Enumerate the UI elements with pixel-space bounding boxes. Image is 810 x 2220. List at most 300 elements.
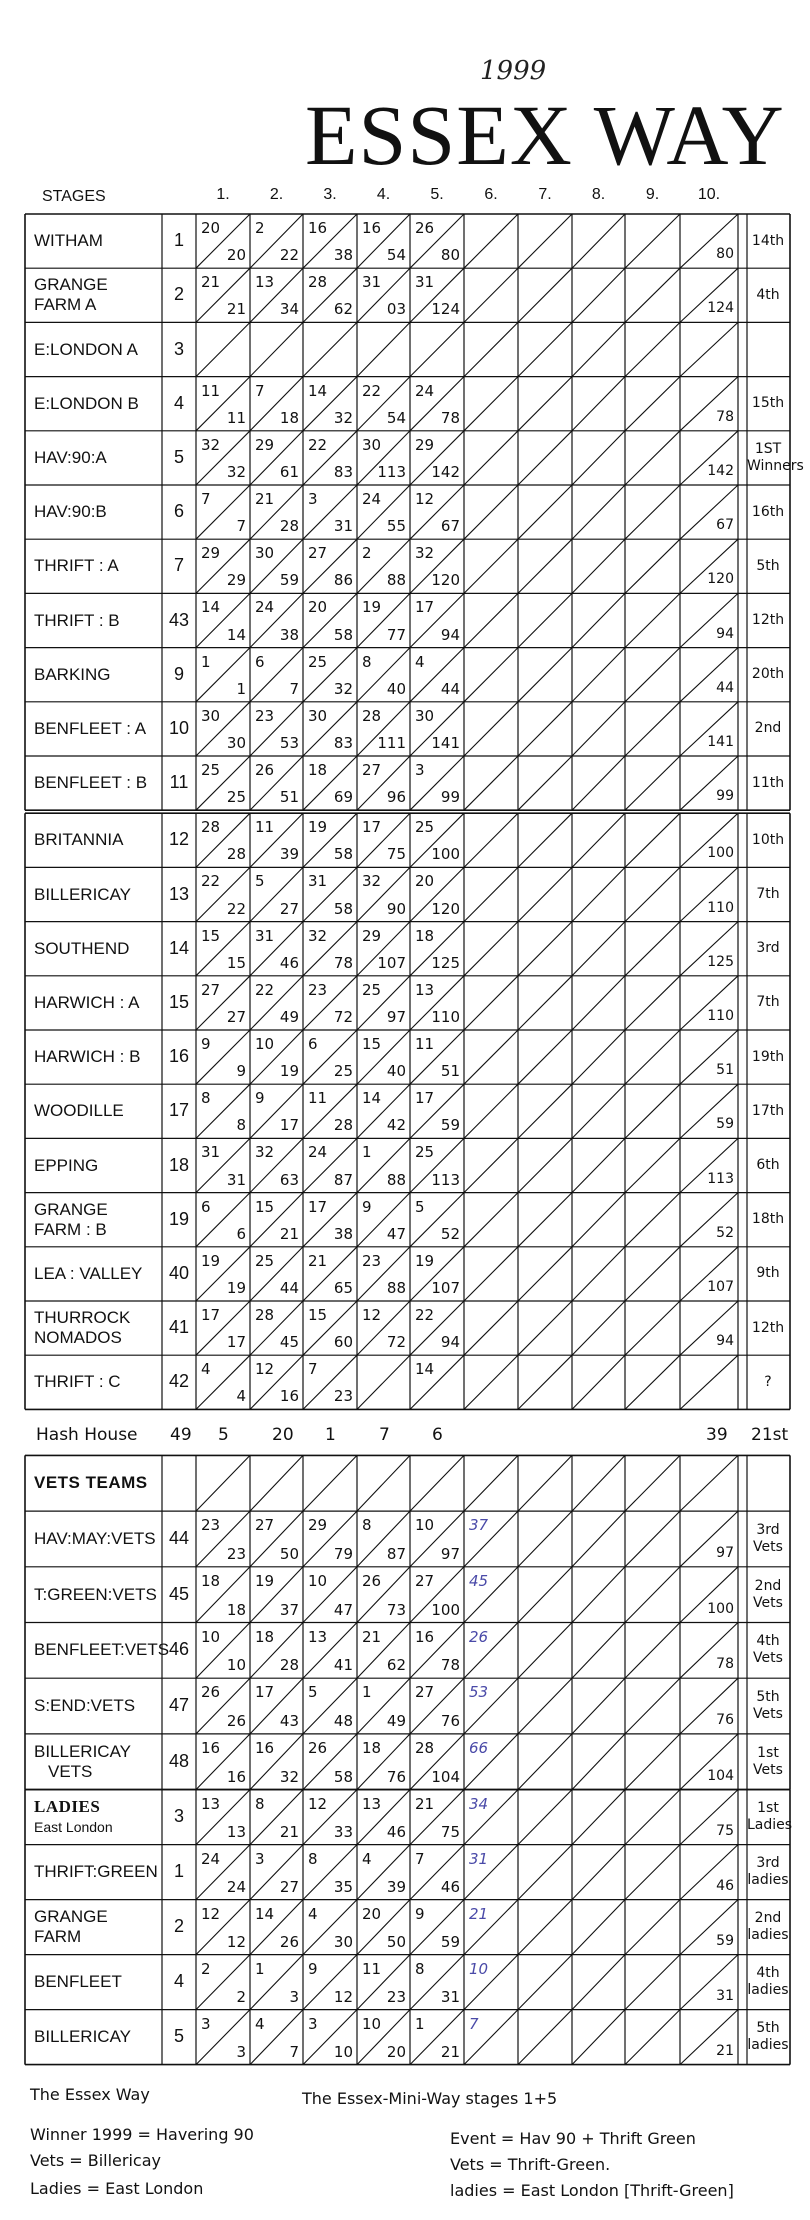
cumulative-score: 107 bbox=[377, 953, 406, 972]
cumulative-score: 18 bbox=[279, 408, 299, 427]
cumulative-score: 20 bbox=[226, 246, 246, 265]
cell-diagonal bbox=[625, 1955, 680, 2010]
cumulative-score: 31 bbox=[226, 1170, 246, 1189]
cell-diagonal bbox=[572, 1511, 625, 1567]
cell-diagonal bbox=[518, 1845, 572, 1900]
stage-score: 24 bbox=[255, 598, 275, 617]
stage-score: 26 bbox=[201, 1683, 221, 1702]
stage-score: 3 bbox=[308, 2014, 318, 2033]
cell-diagonal bbox=[464, 1193, 518, 1247]
finish-position: 4th bbox=[756, 1965, 780, 1982]
stage-score: 28 bbox=[362, 706, 382, 725]
final-total: 67 bbox=[716, 517, 734, 534]
cell-diagonal bbox=[625, 377, 680, 431]
cumulative-score: 03 bbox=[386, 300, 406, 319]
stage-score: 8 bbox=[308, 1849, 318, 1868]
team-name: S:END:VETS bbox=[34, 1696, 136, 1716]
stage-score: 8 bbox=[201, 1089, 211, 1108]
team-number: 1 bbox=[173, 1861, 184, 1882]
cell-diagonal bbox=[625, 322, 680, 376]
team-name: LEA : VALLEY bbox=[34, 1263, 143, 1283]
stage-score: 19 bbox=[308, 818, 328, 837]
team-number: 47 bbox=[168, 1695, 190, 1716]
cumulative-score: 32 bbox=[279, 1767, 299, 1786]
team-number: 11 bbox=[169, 772, 189, 793]
stage-score: 27 bbox=[415, 1683, 435, 1702]
final-total: 31 bbox=[716, 1987, 734, 2004]
cell-diagonal bbox=[518, 1678, 572, 1734]
cumulative-score: 27 bbox=[279, 899, 299, 918]
stage-score: 1 bbox=[362, 1683, 372, 1702]
cumulative-score: 44 bbox=[440, 679, 460, 698]
cumulative-score: 78 bbox=[440, 408, 460, 427]
cumulative-score: 94 bbox=[440, 1333, 460, 1352]
cumulative-score: 28 bbox=[226, 845, 246, 864]
cumulative-score: 23 bbox=[333, 1387, 353, 1406]
final-total: 124 bbox=[707, 300, 734, 317]
cell-diagonal bbox=[572, 1845, 625, 1900]
cumulative-score: 100 bbox=[431, 1600, 460, 1619]
team-number: 2 bbox=[173, 284, 184, 305]
cumulative-score: 21 bbox=[279, 1822, 299, 1841]
cell-diagonal bbox=[625, 756, 680, 810]
cell-diagonal bbox=[518, 485, 572, 539]
finish-position: 4th bbox=[756, 1633, 780, 1650]
stage-score: 10 bbox=[415, 1516, 435, 1535]
cell-diagonal bbox=[518, 1511, 572, 1567]
final-total: 46 bbox=[716, 1877, 734, 1894]
stage-number: 4. bbox=[376, 186, 391, 203]
stage-score: 8 bbox=[255, 1794, 265, 1813]
stage-score: 2 bbox=[362, 544, 372, 563]
cumulative-score: 73 bbox=[386, 1600, 406, 1619]
cumulative-score: 1 bbox=[236, 679, 246, 698]
cumulative-score: 111 bbox=[377, 734, 406, 752]
team-name: GRANGE bbox=[34, 275, 108, 295]
cell-diagonal bbox=[357, 1355, 410, 1409]
team-number: 13 bbox=[168, 883, 190, 904]
cumulative-score: 35 bbox=[333, 1877, 353, 1896]
cumulative-score: 34 bbox=[279, 300, 299, 319]
team-name: BARKING bbox=[34, 664, 111, 684]
cell-diagonal bbox=[572, 268, 625, 322]
team-name: T:GREEN:VETS bbox=[34, 1584, 157, 1604]
cumulative-score: 28 bbox=[279, 1656, 299, 1675]
cell-diagonal bbox=[625, 1247, 680, 1301]
stage-score: 32 bbox=[308, 926, 328, 945]
cumulative-score: 60 bbox=[333, 1333, 353, 1352]
stage-score: 28 bbox=[308, 273, 328, 292]
cumulative-score: 41 bbox=[333, 1656, 353, 1675]
stage-6-score: 31 bbox=[469, 1849, 489, 1868]
stage-score: 27 bbox=[255, 1516, 275, 1535]
cell-diagonal bbox=[572, 1955, 625, 2010]
final-total: 78 bbox=[716, 1656, 734, 1673]
hash-house-stage: 5 bbox=[218, 1425, 229, 1446]
stage-score: 6 bbox=[255, 652, 265, 671]
stage-score: 25 bbox=[255, 1251, 275, 1270]
team-name: SOUTHEND bbox=[34, 938, 130, 958]
stage-score: 23 bbox=[308, 980, 328, 999]
cumulative-score: 72 bbox=[333, 1008, 353, 1026]
stage-score: 18 bbox=[415, 926, 435, 945]
team-number: 3 bbox=[173, 1806, 184, 1827]
cumulative-score: 25 bbox=[226, 788, 246, 807]
cumulative-score: 20 bbox=[386, 2042, 406, 2061]
stage-score: 28 bbox=[255, 1306, 275, 1324]
stage-number: 1. bbox=[216, 186, 230, 203]
stage-score: 20 bbox=[201, 219, 221, 237]
stage-score: 19 bbox=[201, 1251, 221, 1270]
cell-diagonal bbox=[464, 1030, 518, 1084]
cell-diagonal bbox=[625, 1845, 680, 1900]
final-total: 107 bbox=[707, 1279, 734, 1295]
cumulative-score: 27 bbox=[279, 1877, 299, 1896]
cumulative-score: 59 bbox=[279, 571, 299, 590]
cell-diagonal bbox=[464, 1084, 518, 1138]
cumulative-score: 65 bbox=[333, 1279, 353, 1297]
cell-diagonal bbox=[464, 813, 518, 867]
stage-6-score: 7 bbox=[469, 2014, 479, 2033]
cell-diagonal bbox=[464, 922, 518, 976]
cumulative-score: 58 bbox=[333, 625, 353, 644]
cumulative-score: 48 bbox=[333, 1711, 353, 1730]
stage-number: 8. bbox=[591, 186, 606, 203]
cumulative-score: 12 bbox=[226, 1932, 246, 1951]
stage-score: 12 bbox=[201, 1904, 221, 1923]
finish-position: 3rd bbox=[756, 1855, 780, 1872]
cumulative-score: 46 bbox=[386, 1822, 406, 1841]
cumulative-score: 38 bbox=[333, 246, 353, 265]
cell-diagonal bbox=[572, 922, 625, 976]
cell-diagonal bbox=[625, 268, 680, 322]
stage-number: 2. bbox=[269, 186, 284, 203]
cumulative-score: 49 bbox=[386, 1711, 406, 1730]
stage-score: 30 bbox=[308, 706, 328, 725]
finish-position: 6th bbox=[756, 1157, 780, 1173]
cell-diagonal bbox=[464, 539, 518, 593]
team-name: FARM A bbox=[34, 295, 97, 315]
cumulative-score: 45 bbox=[279, 1333, 299, 1352]
cumulative-score: 31 bbox=[440, 1987, 460, 2006]
stage-score: 13 bbox=[255, 273, 275, 292]
cumulative-score: 38 bbox=[333, 1224, 353, 1243]
stage-score: 5 bbox=[255, 872, 265, 891]
stage-score: 1 bbox=[201, 652, 211, 671]
stage-number: 10. bbox=[697, 186, 721, 203]
team-name: BILLERICAY bbox=[34, 1741, 132, 1761]
final-total: 80 bbox=[716, 246, 734, 263]
cumulative-score: 54 bbox=[386, 408, 406, 427]
team-number: 46 bbox=[168, 1639, 190, 1660]
hash-house-stage: 7 bbox=[379, 1425, 390, 1446]
cell-diagonal bbox=[518, 593, 572, 647]
cell-diagonal bbox=[572, 377, 625, 431]
cell-diagonal bbox=[625, 867, 680, 921]
finish-position: Vets bbox=[753, 1761, 783, 1778]
stage-score: 29 bbox=[362, 926, 382, 945]
cell-diagonal bbox=[572, 756, 625, 810]
stage-6-score: 66 bbox=[469, 1738, 489, 1757]
stage-score: 1 bbox=[362, 1143, 372, 1162]
stage-score: 18 bbox=[362, 1738, 382, 1757]
cumulative-score: 55 bbox=[386, 517, 406, 536]
stage-score: 8 bbox=[362, 652, 372, 671]
final-total: 78 bbox=[716, 408, 734, 425]
cell-diagonal bbox=[518, 1030, 572, 1084]
finish-position: 18th bbox=[751, 1211, 785, 1228]
cumulative-score: 59 bbox=[440, 1932, 460, 1951]
stage-score: 31 bbox=[255, 926, 275, 945]
cell-diagonal bbox=[357, 1455, 410, 1511]
stage-score: 12 bbox=[255, 1360, 275, 1379]
cumulative-score: 97 bbox=[386, 1008, 406, 1026]
cell-diagonal bbox=[572, 1567, 625, 1623]
cell-diagonal bbox=[625, 1623, 680, 1679]
stage-score: 10 bbox=[255, 1035, 275, 1053]
stage-score: 9 bbox=[255, 1089, 265, 1108]
stage-score: 18 bbox=[255, 1627, 275, 1646]
finish-position: 14th bbox=[751, 232, 785, 249]
cell-diagonal bbox=[625, 1084, 680, 1138]
stage-number: 6. bbox=[484, 186, 498, 203]
final-total: 100 bbox=[707, 845, 734, 862]
stage-score: 21 bbox=[415, 1794, 435, 1813]
cell-diagonal bbox=[625, 2010, 680, 2065]
main-title: ESSEX WAY bbox=[305, 87, 785, 183]
team-number: 5 bbox=[173, 446, 184, 467]
stage-score: 20 bbox=[308, 598, 328, 617]
cumulative-score: 83 bbox=[333, 734, 353, 752]
stage-score: 3 bbox=[201, 2014, 211, 2033]
stage-score: 18 bbox=[308, 761, 328, 779]
cumulative-score: 90 bbox=[386, 899, 406, 918]
finish-position: 17th bbox=[751, 1102, 785, 1119]
stage-score: 28 bbox=[415, 1738, 435, 1757]
finish-position: 5th bbox=[756, 2020, 780, 2037]
stage-score: 9 bbox=[415, 1904, 425, 1923]
stage-score: 23 bbox=[362, 1251, 382, 1270]
finish-position: 1st bbox=[757, 1800, 779, 1817]
stage-score: 4 bbox=[362, 1849, 372, 1868]
final-total: 99 bbox=[716, 788, 734, 805]
cumulative-score: 58 bbox=[333, 845, 353, 864]
final-total: 44 bbox=[716, 679, 734, 696]
stage-score: 17 bbox=[308, 1197, 328, 1216]
cumulative-score: 44 bbox=[279, 1279, 299, 1297]
stage-score: 13 bbox=[201, 1794, 221, 1813]
cumulative-score: 87 bbox=[386, 1544, 406, 1563]
team-name: BENFLEET bbox=[34, 1972, 122, 1992]
cumulative-score: 51 bbox=[279, 788, 299, 807]
hash-house-position: 21st bbox=[751, 1425, 789, 1446]
stage-score: 1 bbox=[255, 1959, 265, 1978]
cell-diagonal bbox=[572, 485, 625, 539]
final-total: 125 bbox=[707, 953, 734, 970]
team-number: 12 bbox=[168, 829, 190, 850]
cell-diagonal bbox=[625, 922, 680, 976]
cumulative-score: 94 bbox=[440, 625, 460, 644]
hash-house-stage: 20 bbox=[272, 1425, 294, 1446]
stage-score: 28 bbox=[201, 818, 221, 837]
cell-diagonal bbox=[464, 322, 518, 376]
cell-diagonal bbox=[518, 1355, 572, 1409]
stage-score: 4 bbox=[308, 1904, 318, 1923]
cell-diagonal bbox=[518, 702, 572, 756]
cumulative-score: 63 bbox=[279, 1170, 299, 1189]
stage-score: 11 bbox=[415, 1035, 435, 1053]
team-name: FARM : B bbox=[34, 1219, 107, 1239]
stage-score: 27 bbox=[362, 761, 382, 779]
team-number: 14 bbox=[168, 937, 190, 958]
cell-diagonal bbox=[464, 214, 518, 268]
stage-score: 13 bbox=[415, 980, 435, 999]
stage-score: 32 bbox=[362, 872, 382, 891]
team-number: 6 bbox=[173, 501, 184, 522]
final-total: 113 bbox=[707, 1170, 734, 1187]
cell-diagonal bbox=[303, 1455, 357, 1511]
final-total: 51 bbox=[716, 1062, 734, 1079]
final-total: 75 bbox=[716, 1822, 734, 1839]
stage-score: 15 bbox=[201, 926, 221, 945]
cell-diagonal bbox=[518, 431, 572, 485]
stage-score: 29 bbox=[255, 435, 275, 454]
cumulative-score: 113 bbox=[431, 1170, 460, 1189]
cell-diagonal bbox=[572, 593, 625, 647]
note-winner: Winner 1999 = Havering 90 bbox=[30, 2124, 254, 2144]
team-name: THRIFT : C bbox=[34, 1372, 121, 1392]
stage-score: 5 bbox=[415, 1197, 425, 1216]
stage-score: 7 bbox=[201, 490, 211, 508]
cumulative-score: 16 bbox=[279, 1387, 299, 1406]
cell-diagonal bbox=[625, 1790, 680, 1845]
cell-diagonal bbox=[464, 1247, 518, 1301]
team-number: 9 bbox=[173, 663, 184, 684]
cell-diagonal bbox=[464, 485, 518, 539]
team-name: GRANGE bbox=[34, 1907, 108, 1927]
cumulative-score: 59 bbox=[440, 1116, 460, 1135]
team-name: BENFLEET:VETS bbox=[34, 1640, 170, 1660]
cumulative-score: 58 bbox=[333, 1767, 353, 1786]
stage-score: 9 bbox=[362, 1197, 372, 1216]
stage-score: 4 bbox=[255, 2014, 265, 2033]
cumulative-score: 25 bbox=[333, 1062, 353, 1081]
cumulative-score: 17 bbox=[226, 1333, 246, 1352]
cumulative-score: 7 bbox=[236, 517, 246, 536]
vets-header: VETS TEAMS bbox=[34, 1473, 148, 1493]
team-number: 7 bbox=[173, 555, 184, 576]
cumulative-score: 88 bbox=[386, 1170, 406, 1189]
stage-score: 29 bbox=[415, 435, 435, 454]
cell-diagonal bbox=[680, 322, 738, 376]
stage-6-score: 21 bbox=[469, 1904, 489, 1923]
stage-score: 16 bbox=[255, 1738, 275, 1757]
team-number: 45 bbox=[168, 1583, 190, 1604]
cell-diagonal bbox=[464, 1355, 518, 1409]
stage-score: 21 bbox=[201, 273, 221, 292]
finish-position: 9th bbox=[756, 1265, 780, 1282]
stage-score: 11 bbox=[201, 381, 221, 400]
stage-score: 22 bbox=[362, 381, 382, 400]
cell-diagonal bbox=[625, 539, 680, 593]
cumulative-score: 76 bbox=[440, 1711, 460, 1730]
cell-diagonal bbox=[625, 431, 680, 485]
stages-label: STAGES bbox=[42, 188, 106, 205]
hash-house-stage: 1 bbox=[325, 1425, 336, 1446]
team-name: FARM bbox=[34, 1927, 82, 1947]
team-number: 19 bbox=[168, 1208, 190, 1229]
finish-position: Vets bbox=[753, 1594, 783, 1611]
cumulative-score: 26 bbox=[279, 1932, 299, 1951]
stage-6-score: 45 bbox=[469, 1571, 489, 1590]
cell-diagonal bbox=[625, 1138, 680, 1192]
cumulative-score: 11 bbox=[226, 408, 246, 427]
cumulative-score: 24 bbox=[226, 1877, 246, 1896]
team-number: 16 bbox=[168, 1046, 190, 1067]
finish-position: 3rd bbox=[756, 940, 780, 957]
stage-number: 5. bbox=[430, 186, 444, 203]
stage-score: 6 bbox=[201, 1197, 211, 1216]
stage-score: 27 bbox=[201, 980, 221, 999]
cell-diagonal bbox=[625, 593, 680, 647]
team-number: 2 bbox=[173, 1916, 184, 1937]
stage-score: 12 bbox=[362, 1306, 382, 1324]
finish-position: 1ST bbox=[754, 440, 782, 457]
team-number: 15 bbox=[168, 991, 190, 1012]
cell-diagonal bbox=[572, 2010, 625, 2065]
team-name: HARWICH : B bbox=[34, 1047, 141, 1067]
stage-score: 11 bbox=[308, 1089, 328, 1108]
finish-position: 11th bbox=[751, 774, 785, 791]
finish-position: 16th bbox=[751, 503, 785, 520]
cell-diagonal bbox=[625, 1734, 680, 1790]
team-name: HAV:MAY:VETS bbox=[34, 1528, 156, 1548]
cell-diagonal bbox=[572, 1455, 625, 1511]
note-vets2: Vets = Thrift-Green. bbox=[450, 2154, 611, 2174]
cumulative-score: 72 bbox=[386, 1333, 406, 1352]
team-name: THRIFT:GREEN bbox=[34, 1862, 158, 1882]
finish-position: ladies bbox=[747, 1872, 789, 1889]
cumulative-score: 43 bbox=[279, 1711, 299, 1730]
stage-score: 2 bbox=[255, 219, 265, 237]
cell-diagonal bbox=[572, 1301, 625, 1355]
cell-diagonal bbox=[518, 1955, 572, 2010]
stage-score: 30 bbox=[415, 706, 435, 725]
stage-score: 24 bbox=[308, 1143, 328, 1162]
team-name: BRITANNIA bbox=[34, 830, 124, 850]
cell-diagonal bbox=[464, 867, 518, 921]
cell-diagonal bbox=[625, 1900, 680, 1955]
team-number: 18 bbox=[168, 1154, 190, 1175]
stage-score: 26 bbox=[415, 219, 435, 237]
stage-score: 24 bbox=[362, 490, 382, 508]
cumulative-score: 13 bbox=[226, 1822, 246, 1841]
finish-position: 10th bbox=[751, 831, 785, 848]
cell-diagonal bbox=[518, 1567, 572, 1623]
stage-score: 14 bbox=[362, 1089, 382, 1108]
cell-diagonal bbox=[625, 1193, 680, 1247]
stage-score: 30 bbox=[362, 435, 382, 454]
cumulative-score: 29 bbox=[226, 571, 246, 590]
cell-diagonal bbox=[518, 976, 572, 1030]
note-event: Event = Hav 90 + Thrift Green bbox=[450, 2128, 696, 2148]
cell-diagonal bbox=[410, 1455, 464, 1511]
hash-house-label: Hash House bbox=[36, 1425, 138, 1446]
final-total: 94 bbox=[716, 1333, 734, 1350]
cumulative-score: 61 bbox=[279, 463, 299, 481]
finish-position: 4th bbox=[756, 286, 780, 303]
cumulative-score: 47 bbox=[333, 1600, 353, 1619]
